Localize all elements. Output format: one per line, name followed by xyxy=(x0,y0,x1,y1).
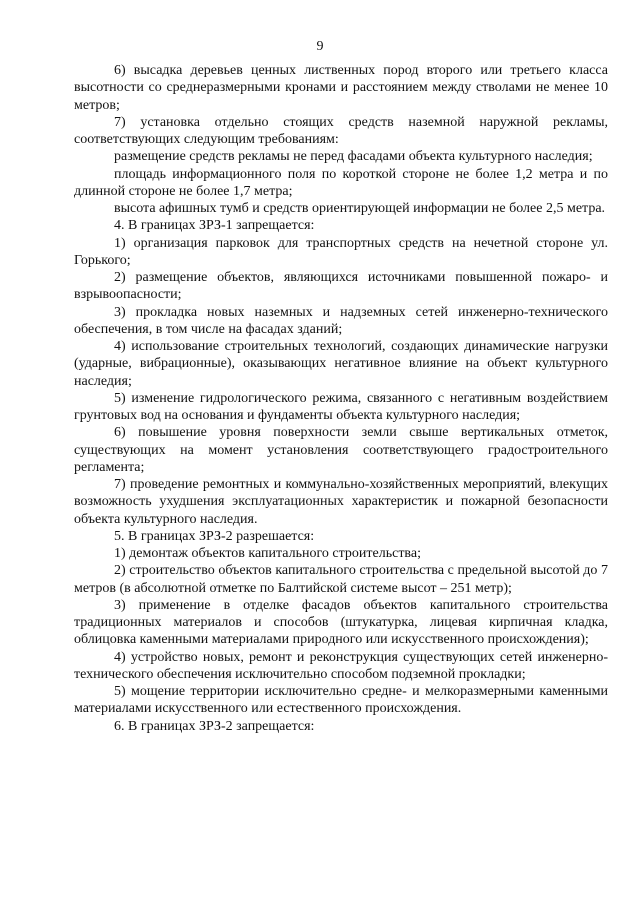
paragraph: 4) использование строительных технологий, создающих динамические нагрузки (ударные, вибрационные), оказывающих негативное влияние на объект культурного наследия; xyxy=(74,339,608,389)
paragraph: размещение средств рекламы не перед фасадами объекта культурного наследия; xyxy=(114,149,593,165)
paragraph: 3) применение в отделке фасадов объектов капитального строительства традиционных материалов и способов (штукатурка, лицевая кирпичная кладка, облицовка каменными материалами природного или искусственного происхождения); xyxy=(74,597,608,648)
paragraph: 4) устройство новых, ремонт и реконструкция существующих сетей инженерно-технического обеспечения исключительно способом подземной прокладки; xyxy=(74,649,608,682)
section-heading: 5. В границах ЗРЗ-2 разрешается: xyxy=(114,528,315,544)
paragraph: 5) мощение территории исключительно средне- и мелкоразмерными каменными материалами искусственного или естественного происхождения. xyxy=(74,684,608,717)
paragraph: 2) размещение объектов, являющихся источниками повышенной пожаро- и взрывоопасности; xyxy=(74,270,608,303)
paragraph: высота афишных тумб и средств ориентирующей информации не более 2,5 метра. xyxy=(114,201,606,216)
section-heading: 4. В границах ЗРЗ-1 запрещается: xyxy=(114,218,315,234)
paragraph: 1) организация парковок для транспортных средств на нечетной стороне ул. Горького; xyxy=(74,235,608,268)
paragraph: 1) демонтаж объектов капитального строительства; xyxy=(114,546,421,561)
paragraph: 7) проведение ремонтных и коммунально-хозяйственных мероприятий, влекущих возможность ухудшения эксплуатационных характеристик и пожарной безопасности объекта культурного наследия. xyxy=(74,477,608,527)
page-number: 9 xyxy=(316,39,324,54)
document-body xyxy=(74,62,608,735)
paragraph: 6) высадка деревьев ценных лиственных пород второго или третьего класса высотности со среднеразмерными кронами и расстоянием между стволами не менее 10 метров; xyxy=(74,63,608,113)
paragraph: 5) изменение гидрологического режима, связанного с негативным воздействием грунтовых вод на основания и фундаменты объекта культурного наследия; xyxy=(74,390,608,423)
section-heading: 6. В границах ЗРЗ-2 запрещается: xyxy=(114,718,315,734)
paragraph: площадь информационного поля по короткой стороне не более 1,2 метра и по длинной стороне не более 1,7 метра; xyxy=(74,166,608,199)
paragraph: 7) установка отдельно стоящих средств наземной наружной рекламы, соответствующих следующим требованиям: xyxy=(74,114,608,147)
paragraph: 2) строительство объектов капитального строительства с предельной высотой до 7 метров (в абсолютной отметке по Балтийской системе высот – 251 метр); xyxy=(74,563,608,596)
paragraph: 6) повышение уровня поверхности земли свыше вертикальных отметок, существующих на момент установления соответствующего градостроительного регламента; xyxy=(74,425,608,475)
paragraph: 3) прокладка новых наземных и надземных сетей инженерно-технического обеспечения, в том числе на фасадах зданий; xyxy=(74,304,608,337)
